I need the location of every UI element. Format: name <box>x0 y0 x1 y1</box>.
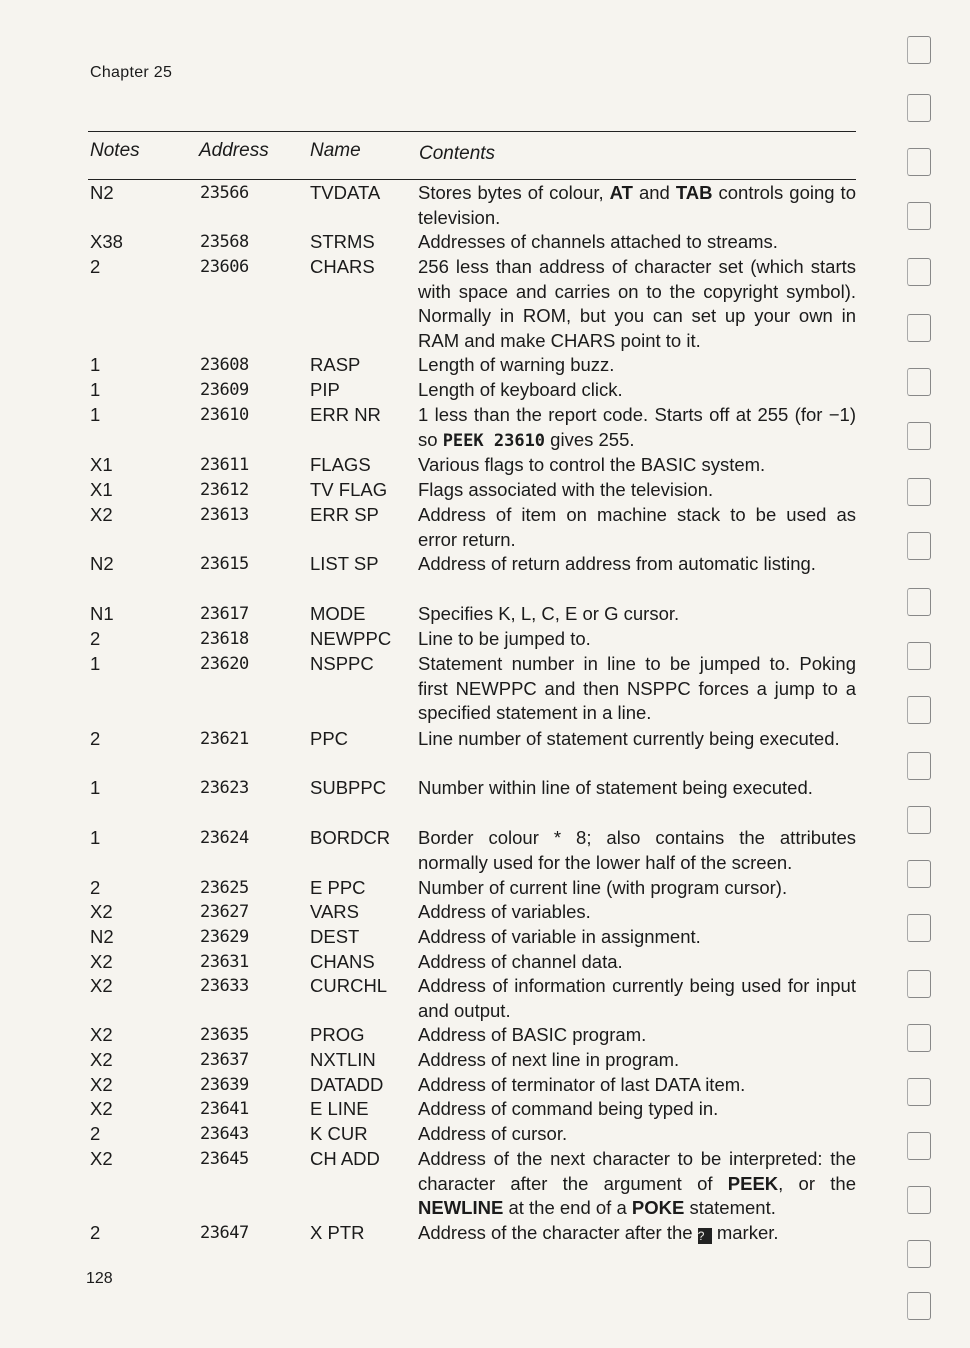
binding-hole-icon <box>907 478 931 506</box>
binding-hole-icon <box>907 588 931 616</box>
binding-hole-icon <box>907 806 931 834</box>
column-header-address: Address <box>199 140 269 161</box>
system-variables-table: N2 23566 TVDATA Stores bytes of colour, AT and TAB controls going to television. X38 23568 STRMS Addresses of channels attached to streams. 2 23606 CHARS 256 less than address of character set (which starts with space and carries on to the copyright symbol). Normally in ROM, but you can set up your own in RAM and make CHARS point to it. 1 23608 RASP Length of warning buzz. 1 23609 PIP Length of keyboard click. 1 23610 ERR NR 1 less than the report code. Starts off at 255 (for −1) so PEEK 23610 gives 255. X1 23611 FLAGS Various flags to control the BASIC system. X1 23612 TV FLAG Flags associated with the television. X2 23613 ERR SP Address of item on machine stack to be used as error return. N2 23615 LIST SP Address of return address from automatic listing. N1 23617 MODE Specifies K, L, C, E or G cursor. 2 23618 NEWPPC Line to be jumped to. 1 23620 NSPPC Statement number in line to be jumped to. Poking first NEWPPC and then NSPPC forces a jump to a specified statement in a line. 2 23621 PPC Line number of statement currently being executed. 1 23623 SUBPPC Number within line of statement being executed. 1 23624 BORDCR Border colour * 8; also contains the attributes normally used for the lower half of the screen. 2 23625 E PPC Number of current line (with program cursor). X2 23627 VARS Address of variables. N2 23629 DEST Address of variable in assignment. X2 23631 CHANS Address of channel data. X2 23633 CURCHL Address of information currently being used for input and output. X2 23635 PROG Address of BASIC program. X2 23637 NXTLIN Address of next line in program. X2 23639 DATADD Address of terminator of last DATA item. X2 23641 E LINE Address of command being typed in. 2 23643 K CUR Address of cursor. X2 23645 CH ADD Address of the next character to be interpreted: the character after the argument of PEEK, or the NEWLINE at the end of a POKE statement. 2 23647 X PTR Address of the character after the ? marker. <box>0 0 970 1348</box>
row-contents: Address of the next character to be interpreted: the character after the argument of PEEK, or the NEWLINE at the end of a POKE statement. <box>418 1148 856 1219</box>
row-contents: Stores bytes of colour, AT and TAB controls going to television. <box>418 182 856 228</box>
binding-hole-icon <box>907 94 931 122</box>
binding-hole-icon <box>907 1024 931 1052</box>
page-number: 128 <box>86 1270 113 1287</box>
binding-hole-icon <box>907 1292 931 1320</box>
binding-hole-icon <box>907 696 931 724</box>
row-contents: Address of the character after the ? marker. <box>418 1222 779 1243</box>
binding-hole-icon <box>907 1186 931 1214</box>
binding-hole-icon <box>907 1132 931 1160</box>
row-contents: 1 less than the report code. Starts off at 255 (for −1) so PEEK 23610 gives 255. <box>418 404 856 451</box>
binding-hole-icon <box>907 642 931 670</box>
binding-hole-icon <box>907 1078 931 1106</box>
column-header-contents: Contents <box>419 143 496 164</box>
error-marker-icon: ? <box>698 1228 712 1244</box>
binding-hole-icon <box>907 970 931 998</box>
column-header-notes: Notes <box>90 140 140 161</box>
binding-hole-icon <box>907 148 931 176</box>
binding-hole-icon <box>907 422 931 450</box>
chapter-heading: Chapter 25 <box>90 64 173 81</box>
binding-hole-icon <box>907 752 931 780</box>
binding-hole-icon <box>907 314 931 342</box>
binding-hole-icon <box>907 36 931 64</box>
binding-hole-icon <box>907 914 931 942</box>
binding-hole-icon <box>907 1240 931 1268</box>
binding-hole-icon <box>907 202 931 230</box>
binding-hole-icon <box>907 532 931 560</box>
binding-hole-icon <box>907 368 931 396</box>
binding-hole-icon <box>907 860 931 888</box>
spiral-binding <box>907 36 937 1326</box>
binding-hole-icon <box>907 258 931 286</box>
column-header-name: Name <box>310 140 361 161</box>
